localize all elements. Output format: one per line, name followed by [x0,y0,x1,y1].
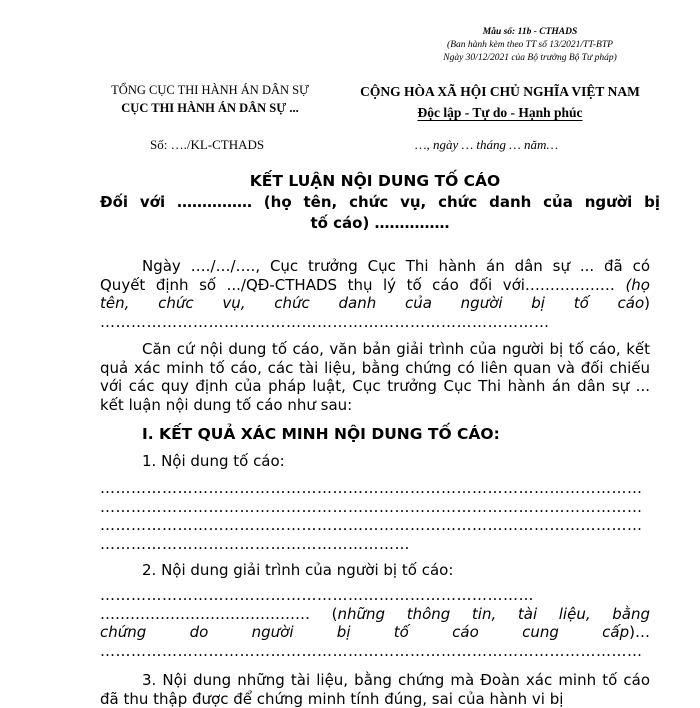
subtitle-line-2: tố cáo) …………… [310,214,450,232]
para1-line-3-end: ) [644,294,650,312]
agency-header [60,81,360,117]
document-title: KẾT LUẬN NỘI DUNG TỐ CÁO [249,172,501,190]
item-1-dots-line-3: …………………………………………………………………………………………… [100,516,643,534]
form-code: Mẫu số: 11b - CTHADS [482,27,578,37]
item-2-line-3 [100,623,650,642]
para1-line-4: …………………………………………………………………………… [100,312,550,331]
document-subtitle [100,192,660,234]
paragraph-2: Căn cứ nội dung tố cáo, văn bản giải trình của người bị tố cáo, kết quả xác minh tố cáo, các tài liệu, bằng chứng có liên quan và đối chiếu với các quy định của pháp luật, Cục trưởng Cục Thi hành án dân sự ... kết luận nội dung tố cáo như sau: [100,340,650,414]
item-1-label: 1. Nội dung tố cáo: [142,452,285,470]
form-note-1: (Ban hành kèm theo TT số 13/2021/TT-BTP [447,40,613,50]
item-2-dots-line-1: ………………………………………………………………………… [100,586,534,604]
item-1-dots-line-4: …………………………………………………… [100,534,410,553]
subtitle-line-1: Đối với …………… (họ tên, chức vụ, chức danh của người bị [100,193,660,211]
item-1-dots [100,479,650,553]
para1-line-3-italic: tên, chức vụ, chức danh của người bị tố cáo [100,294,645,312]
national-title: CỘNG HÒA XÃ HỘI CHỦ NGHĨA VIỆT NAM [360,84,640,99]
agency-name: CỤC THI HÀNH ÁN DÂN SỰ ... [121,101,299,115]
document-number: Số: …./KL-CTHADS [150,137,265,152]
item-1-dots-line-2: …………………………………………………………………………………………… [100,497,643,516]
section-1-heading: I. KẾT QUẢ XÁC MINH NỘI DUNG TỐ CÁO: [142,425,500,443]
item-2-line-3-end: )… [629,623,650,641]
para1-line-2-italic: (họ [625,275,650,294]
agency-parent: TỔNG CỤC THI HÀNH ÁN DÂN SỰ [111,83,309,97]
form-note-2: Ngày 30/12/2021 của Bộ trưởng Bộ Tư pháp) [443,53,617,63]
para1-line-1: Ngày …./…/…., Cục trưởng Cục Thi hành án dân sự ... đã có [142,257,650,275]
item-2-line-3-italic: chứng do người bị tố cáo cung cấp [100,623,630,641]
national-motto: Độc lập - Tự do - Hạnh phúc [417,105,583,120]
place-date: …, ngày … tháng … năm… [415,137,559,152]
item-3-text: 3. Nội dung những tài liệu, bằng chứng mà Đoàn xác minh tố cáo đã thu thập được để chứng minh tính đúng, sai của hành vi bị [100,671,650,708]
para1-line-2-text: Quyết định số .../QĐ-CTHADS thụ lý tố cáo đối với……………… [100,275,626,294]
paragraph-1 [100,257,650,331]
item-2-line-2-italic: những thông tin, tài liệu, bằng [337,604,650,623]
item-2-label: 2. Nội dung giải trình của người bị tố cáo: [142,561,454,579]
item-2-line-2-dots: …………………………………… ( [100,604,338,623]
item-2-line-2 [100,605,650,624]
para1-line-2 [100,276,650,295]
item-1-dots-line-1: …………………………………………………………………………………………… [100,479,643,497]
national-header [340,81,660,123]
para1-line-3 [100,294,650,313]
form-code-block [380,26,680,65]
item-2-dots-line-2: …………………………………………………………………………………………… [100,641,643,660]
item-2-body [100,586,650,660]
